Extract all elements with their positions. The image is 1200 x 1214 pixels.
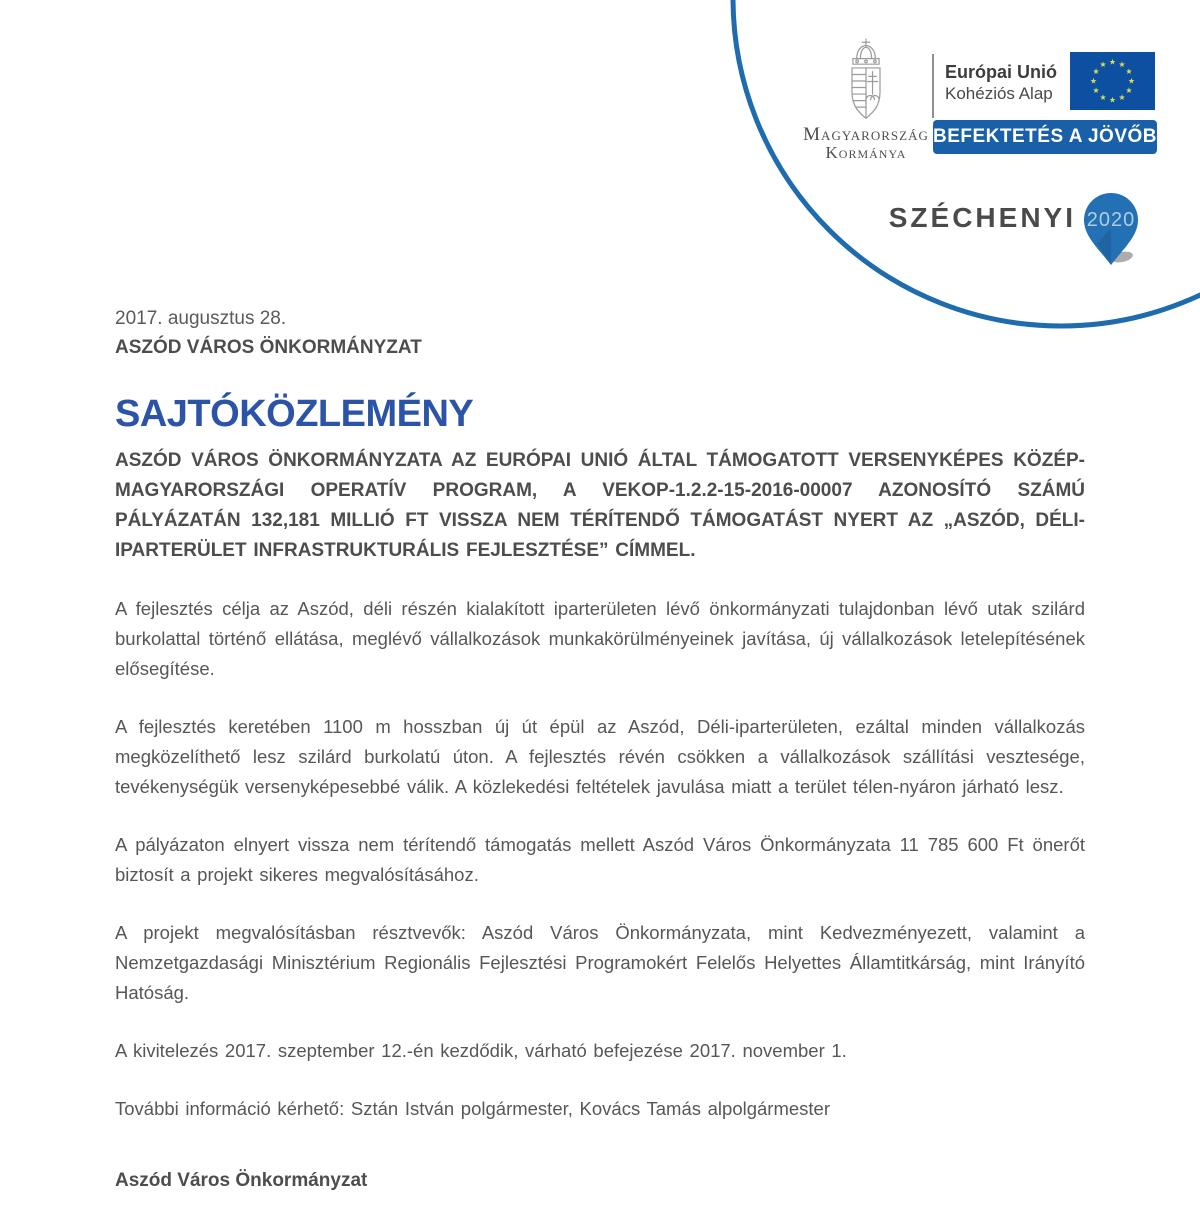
eu-label-line2: Kohéziós Alap	[945, 84, 1053, 103]
organization-name: ASZÓD VÁROS ÖNKORMÁNYZAT	[115, 337, 422, 358]
eu-label-line1: Európai Unió	[945, 62, 1057, 82]
szechenyi-year: 2020	[1086, 209, 1136, 231]
date-line: 2017. augusztus 28.	[115, 308, 287, 329]
vertical-divider	[932, 54, 934, 118]
decorative-arc	[0, 0, 1200, 340]
investment-badge: BEFEKTETÉS A JÖVŐBE	[933, 120, 1157, 154]
signature-line: Aszód Város Önkormányzat	[115, 1170, 368, 1191]
government-logo	[798, 38, 934, 161]
lead-paragraph: ASZÓD VÁROS ÖNKORMÁNYZATA AZ EURÓPAI UNIÓ ÁLTAL TÁMOGATOTT VERSENYKÉPES KÖZÉP-MAGYARORSZÁGI OPERATÍV PROGRAM, A VEKOP-1.2.2-15-2016-00007 AZONOSÍTÓ SZÁMÚ PÁLYÁZATÁN 132,181 MILLIÓ FT VISSZA NEM TÉRÍTENDŐ TÁMOGATÁST NYERT AZ „ASZÓD, DÉLI-IPARTERÜLET INFRASTRUKTURÁLIS FEJLESZTÉSE” CÍMMEL.	[115, 450, 1085, 561]
szechenyi-wordmark: SZÉCHENYI	[888, 202, 1076, 233]
government-name-line2: Kormánya	[825, 143, 907, 162]
hungary-coat-of-arms-icon	[838, 38, 894, 124]
body-paragraph-6: További információ kérhető: Sztán István polgármester, Kovács Tamás alpolgármester	[115, 1098, 830, 1119]
eu-flag-icon	[1070, 52, 1155, 110]
body-paragraph-3: A pályázaton elnyert vissza nem térítendő támogatás mellett Aszód Város Önkormányzata 11 785 600 Ft önerőt biztosít a projekt sikeres megvalósításához.	[115, 834, 1085, 885]
body-paragraph-2: A fejlesztés keretében 1100 m hosszban új út épül az Aszód, Déli-iparterületen, ezáltal minden vállalkozás megközelíthető lesz szilárd burkolatú úton. A fejlesztés révén csökken a vállalkozások szállítási vesztesége, tevékenységük versenyképesebbé válik. A közlekedési feltételek javulása miatt a terület télen-nyáron járható lesz.	[115, 716, 1085, 797]
government-name	[798, 126, 934, 161]
press-release-body	[115, 308, 1085, 1192]
szechenyi-2020-pin-icon	[1082, 191, 1140, 269]
body-paragraph-1: A fejlesztés célja az Aszód, déli részén kialakított iparterületen lévő önkormányzati tulajdonban lévő utak szilárd burkolattal történő ellátása, meglévő vállalkozások munkakörülményeinek javítása, új vállalkozások letelepítésének elősegítése.	[115, 598, 1085, 679]
body-paragraph-5: A kivitelezés 2017. szeptember 12.-én kezdődik, várható befejezése 2017. november 1.	[115, 1040, 847, 1061]
body-paragraph-4: A projekt megvalósításban résztvevők: Aszód Város Önkormányzata, mint Kedvezményezett, valamint a Nemzetgazdasági Minisztérium Regionális Fejlesztési Programokért Felelős Helyettes Államtitkárság, mint Irányító Hatóság.	[115, 922, 1085, 1003]
eu-funding-label	[945, 61, 1057, 105]
government-name-line1: Magyarország	[803, 124, 929, 145]
press-release-title: SAJTÓKÖZLEMÉNY	[115, 393, 474, 435]
